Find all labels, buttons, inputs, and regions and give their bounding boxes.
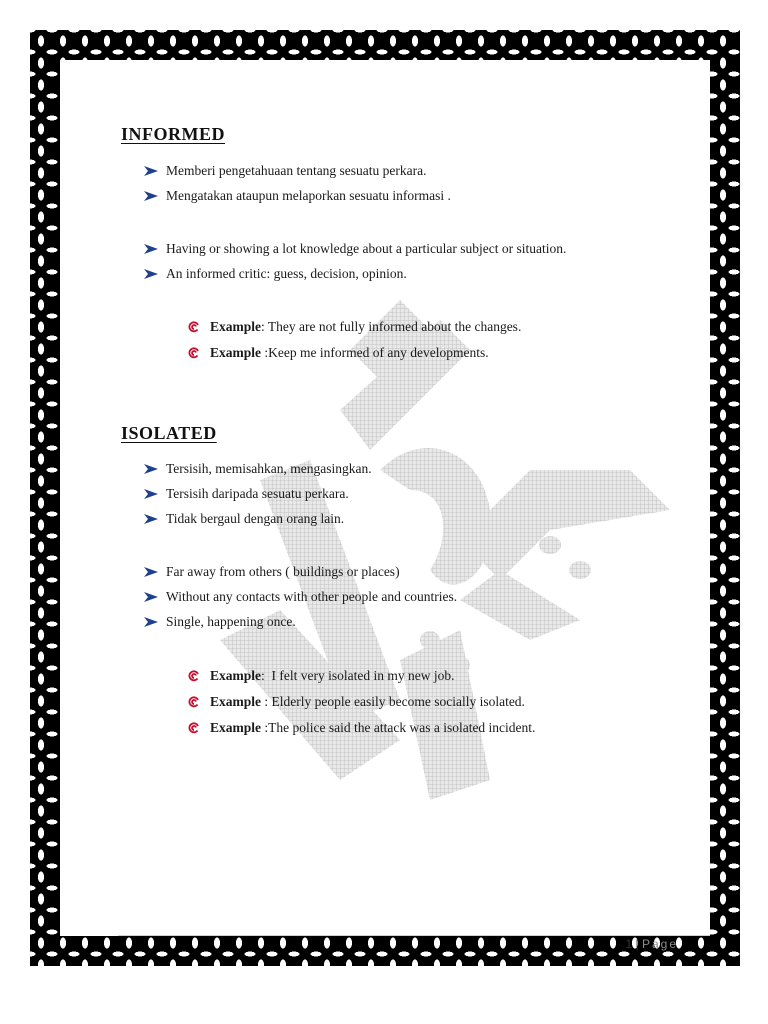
list-item xyxy=(143,559,457,584)
document-body xyxy=(60,60,710,951)
english-definitions-informed xyxy=(143,236,566,286)
footer-separator: | xyxy=(632,937,642,951)
arrow-bullet-icon xyxy=(143,513,159,525)
arrow-bullet-icon xyxy=(143,190,159,202)
definition-text: Far away from others ( buildings or places) xyxy=(166,564,400,579)
example-label: Example xyxy=(210,694,262,709)
page-area xyxy=(60,60,710,951)
swirl-bullet-icon xyxy=(188,670,200,682)
list-item xyxy=(143,609,457,634)
example-item xyxy=(188,689,535,715)
example-item xyxy=(188,340,521,366)
malay-definitions-informed xyxy=(143,158,451,208)
swirl-bullet-icon xyxy=(188,696,200,708)
arrow-bullet-icon xyxy=(143,591,159,603)
example-text: : I felt very isolated in my new job. xyxy=(261,668,455,683)
arrow-bullet-icon xyxy=(143,566,159,578)
arrow-bullet-icon xyxy=(143,488,159,500)
definition-text: Tersisih daripada sesuatu perkara. xyxy=(166,486,349,501)
malay-definitions-isolated xyxy=(143,456,372,531)
page-label: Page xyxy=(641,937,678,951)
swirl-bullet-icon xyxy=(188,347,200,359)
swirl-bullet-icon xyxy=(188,321,200,333)
definition-text: Mengatakan ataupun melaporkan sesuatu informasi . xyxy=(166,188,451,203)
arrow-bullet-icon xyxy=(143,463,159,475)
page-number: 1 xyxy=(625,937,633,951)
section-title-informed: INFORMED xyxy=(121,124,225,144)
list-item xyxy=(143,584,457,609)
page-footer xyxy=(625,937,678,951)
definition-text: An informed critic: guess, decision, opinion. xyxy=(166,266,407,281)
example-label: Example xyxy=(210,720,262,735)
definition-text: Tersisih, memisahkan, mengasingkan. xyxy=(166,461,372,476)
arrow-bullet-icon xyxy=(143,243,159,255)
example-text: :The police said the attack was a isolated incident. xyxy=(261,720,536,735)
definition-text: Tidak bergaul dengan orang lain. xyxy=(166,511,345,526)
example-label: Example xyxy=(210,319,262,334)
section-title-isolated: ISOLATED xyxy=(121,423,217,443)
examples-isolated xyxy=(188,663,535,741)
example-text: : They are not fully informed about the changes. xyxy=(261,319,522,334)
list-item xyxy=(143,456,372,481)
list-item xyxy=(143,183,451,208)
footer-divider xyxy=(118,935,710,936)
example-label: Example xyxy=(210,668,262,683)
example-text: : Elderly people easily become socially isolated. xyxy=(261,694,525,709)
english-definitions-isolated xyxy=(143,559,457,634)
example-text: :Keep me informed of any developments. xyxy=(261,345,489,360)
list-item xyxy=(143,236,566,261)
definition-text: Without any contacts with other people and countries. xyxy=(166,589,458,604)
definition-text: Having or showing a lot knowledge about a particular subject or situation. xyxy=(166,241,567,256)
definition-text: Single, happening once. xyxy=(166,614,296,629)
arrow-bullet-icon xyxy=(143,268,159,280)
example-item xyxy=(188,715,535,741)
example-item xyxy=(188,663,535,689)
swirl-bullet-icon xyxy=(188,722,200,734)
examples-informed xyxy=(188,314,521,366)
arrow-bullet-icon xyxy=(143,165,159,177)
list-item xyxy=(143,481,372,506)
definition-text: Memberi pengetahuaan tentang sesuatu perkara. xyxy=(166,163,427,178)
floral-vine-border xyxy=(30,30,740,966)
example-item xyxy=(188,314,521,340)
list-item xyxy=(143,158,451,183)
arrow-bullet-icon xyxy=(143,616,159,628)
list-item xyxy=(143,506,372,531)
list-item xyxy=(143,261,566,286)
example-label: Example xyxy=(210,345,262,360)
